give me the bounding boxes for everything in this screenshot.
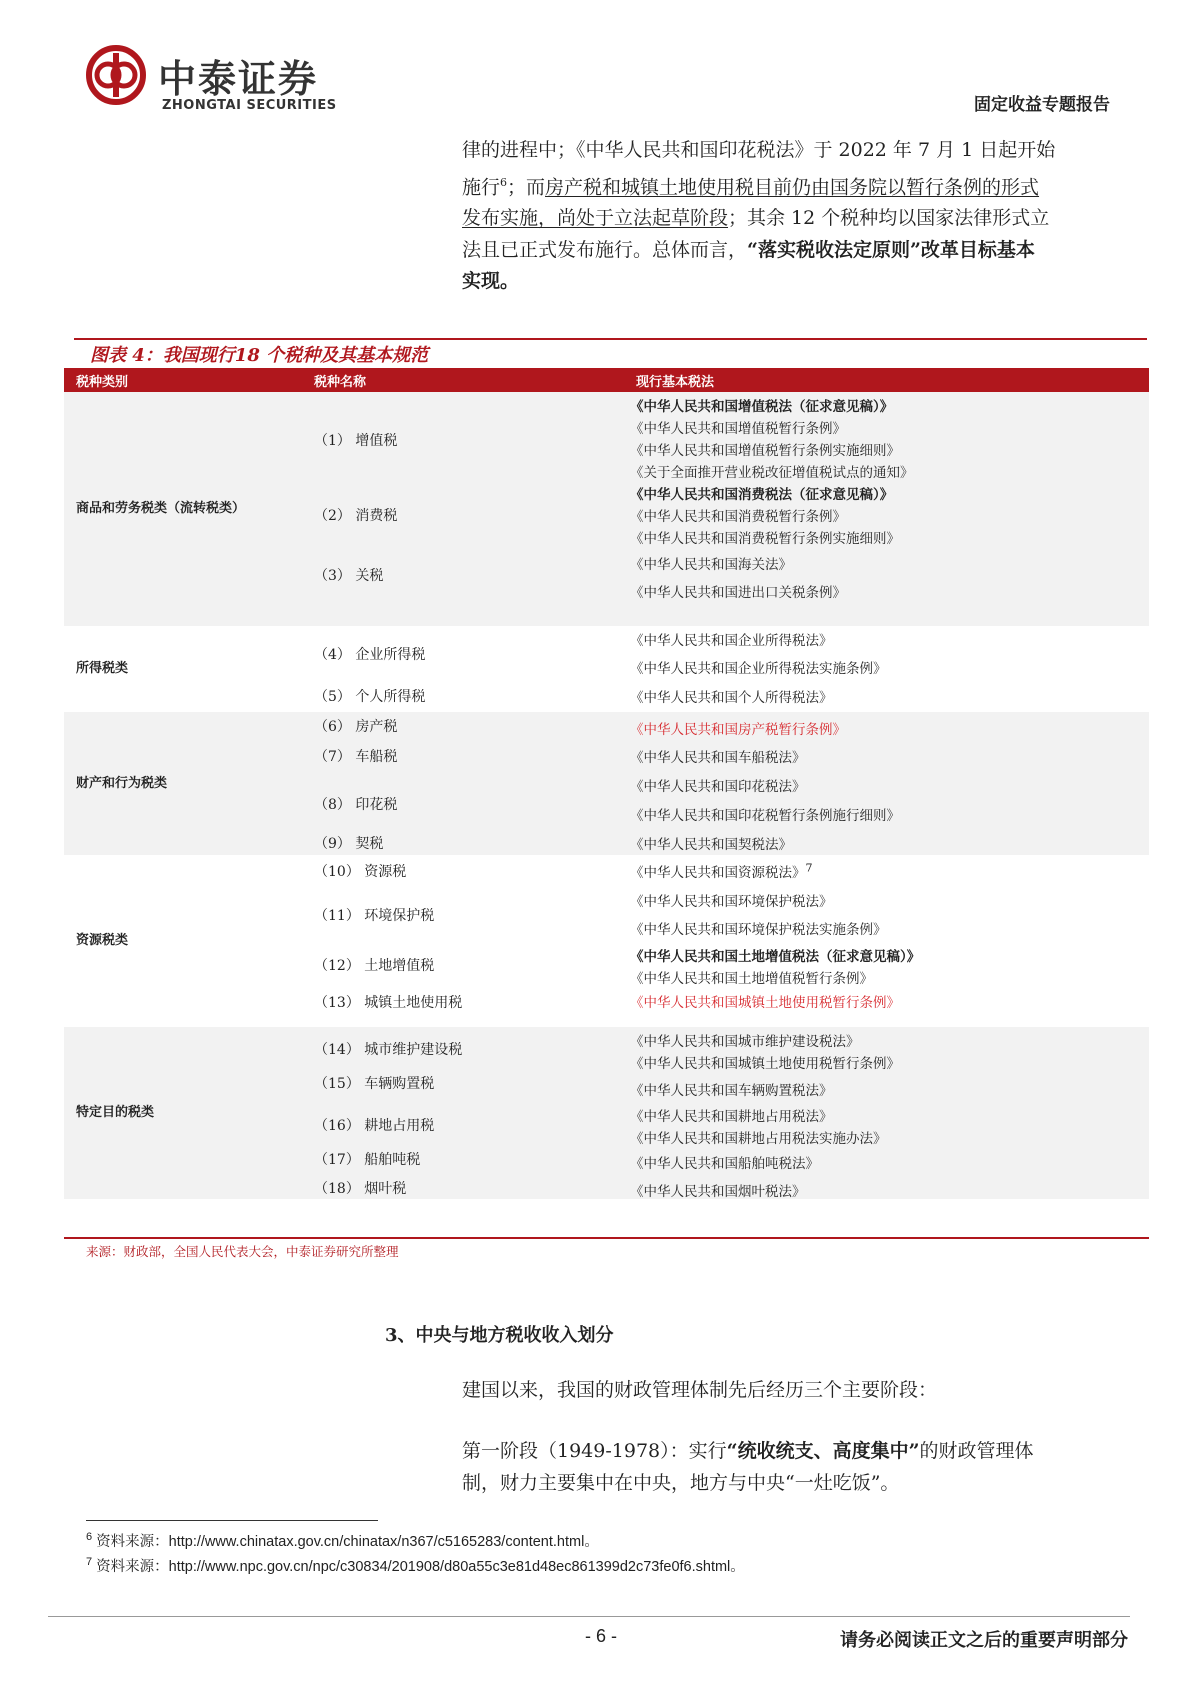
law-item: 《中华人民共和国印花税法》 — [630, 779, 806, 795]
table-row — [64, 855, 1149, 1027]
law-item: 《中华人民共和国消费税法（征求意见稿）》 — [630, 487, 894, 503]
law-item: 《中华人民共和国增值税暂行条例实施细则》 — [630, 443, 900, 459]
law-item: 《中华人民共和国城镇土地使用税暂行条例》 — [630, 1056, 900, 1072]
tax-name: （2） 消费税 — [314, 508, 398, 524]
category-cell: 所得税类 — [76, 661, 129, 676]
intro-line: 律的进程中；《中华人民共和国印花税法》于 2022 年 7 月 1 日起开始 — [462, 139, 1056, 161]
law-item: 《中华人民共和国企业所得税法实施条例》 — [630, 661, 887, 677]
tax-name-cell — [314, 1027, 624, 1199]
category-cell: 特定目的税类 — [64, 1027, 314, 1199]
law-item: 《中华人民共和国进出口关税条例》 — [630, 585, 846, 601]
tax-name: （14） 城市维护建设税 — [314, 1042, 463, 1058]
category-cell: 资源税类 — [76, 933, 129, 948]
law-item: 《中华人民共和国消费税暂行条例》 — [630, 509, 846, 525]
footnote-ref[interactable]: 7 — [805, 861, 813, 875]
law-cell — [624, 392, 1149, 626]
law-item: 《中华人民共和国耕地占用税法实施办法》 — [630, 1131, 887, 1147]
footer-disclaimer: 请务必阅读正文之后的重要声明部分 — [840, 1630, 1128, 1651]
law-cell — [624, 626, 1149, 712]
figure-title: 图表 4：我国现行18 个税种及其基本规范 — [90, 345, 429, 366]
tax-name: （12） 土地增值税 — [314, 958, 435, 974]
report-type: 固定收益专题报告 — [974, 95, 1110, 115]
table-row — [64, 626, 1149, 712]
intro-paragraph — [462, 135, 1128, 298]
law-cell — [624, 1027, 1149, 1199]
law-item: 《中华人民共和国环境保护税法实施条例》 — [630, 922, 887, 938]
tax-name: （10） 资源税 — [314, 864, 407, 880]
footnote-rule — [86, 1520, 378, 1521]
footnote: $^7$ 资料来源：http://www.npc.gov.cn/npc/c30834/201908/d80a55c3e81d48ec861399d2c73fe0f6.shtml。 — [86, 1556, 745, 1575]
page-number: - 6 - — [585, 1626, 618, 1646]
intro-line: 法且已正式发布施行。总体而言，“落实税收法定原则”改革目标基本 — [462, 238, 1035, 261]
intro-line: 施行$^6$；而房产税和城镇土地使用税目前仍由国务院以暂行条例的形式 — [462, 175, 1040, 198]
law-cell — [624, 855, 1149, 1027]
law-item: 《关于全面推开营业税改征增值税试点的通知》 — [630, 465, 914, 481]
law-item: 《中华人民共和国契税法》 — [630, 837, 792, 853]
law-item: 《中华人民共和国城市维护建设税法》 — [630, 1034, 860, 1050]
law-item: 《中华人民共和国房产税暂行条例》 — [630, 722, 846, 738]
tax-name: （7） 车船税 — [314, 749, 398, 765]
footnote-ref[interactable]: 6 — [500, 175, 508, 189]
table-row — [64, 392, 1149, 626]
law-item: 《中华人民共和国增值税法（征求意见稿）》 — [630, 399, 894, 415]
footnote: $^6$ 资料来源：http://www.chinatax.gov.cn/chinatax/n367/c5165283/content.html。 — [86, 1531, 599, 1550]
law-item: 《中华人民共和国车船税法》 — [630, 750, 806, 766]
section-paragraph: 第一阶段（1949-1978）：实行“统收统支、高度集中”的财政管理体 制，财力主要集中在中央，地方与中央“一灶吃饭”。 — [462, 1440, 1034, 1494]
section-heading: 3、中央与地方税收收入划分 — [385, 1325, 614, 1346]
tax-name: （3） 关税 — [314, 568, 384, 584]
tax-name: （8） 印花税 — [314, 797, 398, 813]
law-item: 《中华人民共和国土地增值税暂行条例》 — [630, 971, 873, 987]
tax-name: （17） 船舶吨税 — [314, 1152, 421, 1168]
col-header-tax-name: 税种名称 — [314, 368, 624, 392]
tax-name-cell — [314, 392, 624, 626]
category-cell: 商品和劳务税类（流转税类） — [64, 392, 314, 626]
tax-table — [64, 368, 1149, 1199]
law-item: 《中华人民共和国烟叶税法》 — [630, 1184, 806, 1200]
intro-line: 发布实施，尚处于立法起草阶段；其余 12 个税种均以国家法律形式立 — [462, 207, 1050, 230]
company-logo-icon — [86, 45, 146, 105]
law-item: 《中华人民共和国印花税暂行条例施行细则》 — [630, 808, 900, 824]
intro-line: 实现。 — [462, 270, 520, 293]
tax-name: （15） 车辆购置税 — [314, 1076, 435, 1092]
law-item: 《中华人民共和国增值税暂行条例》 — [630, 421, 846, 437]
company-name-cn: 中泰证券 — [158, 57, 319, 101]
company-name-en: ZHONGTAI SECURITIES — [162, 98, 337, 113]
law-item: 《中华人民共和国海关法》 — [630, 557, 792, 573]
law-item: 《中华人民共和国个人所得税法》 — [630, 690, 833, 706]
footnote-link[interactable]: http://www.npc.gov.cn/npc/c30834/201908/d80a55c3e81d48ec861399d2c73fe0f6.shtml。 — [168, 1559, 745, 1575]
tax-name: （5） 个人所得税 — [314, 689, 426, 705]
tax-name-cell — [314, 626, 624, 712]
tax-name-cell — [314, 855, 624, 1027]
law-item: 《中华人民共和国资源税法》$^7$ — [630, 861, 813, 881]
col-header-category: 税种类别 — [64, 368, 314, 392]
category-cell: 财产和行为税类 — [64, 712, 314, 855]
footer-rule — [48, 1616, 1130, 1617]
law-item: 《中华人民共和国消费税暂行条例实施细则》 — [630, 531, 900, 547]
tax-name: （4） 企业所得税 — [314, 647, 426, 663]
law-item: 《中华人民共和国车辆购置税法》 — [630, 1083, 833, 1099]
col-header-law: 现行基本税法 — [624, 368, 1149, 392]
tax-name: （1） 增值税 — [314, 433, 398, 449]
tax-name: （11） 环境保护税 — [314, 908, 435, 924]
law-item: 《中华人民共和国船舶吨税法》 — [630, 1156, 819, 1172]
tax-name: （9） 契税 — [314, 836, 384, 852]
footnote-link[interactable]: http://www.chinatax.gov.cn/chinatax/n367/c5165283/content.html。 — [168, 1534, 599, 1550]
table-row — [64, 712, 1149, 855]
law-item: 《中华人民共和国耕地占用税法》 — [630, 1109, 833, 1125]
law-item: 《中华人民共和国土地增值税法（征求意见稿）》 — [630, 949, 921, 965]
table-row — [64, 1027, 1149, 1199]
law-cell — [624, 712, 1149, 855]
tax-name: （13） 城镇土地使用税 — [314, 995, 463, 1011]
law-item: 《中华人民共和国环境保护税法》 — [630, 894, 833, 910]
section-paragraph: 建国以来，我国的财政管理体制先后经历三个主要阶段： — [462, 1379, 938, 1401]
law-item: 《中华人民共和国企业所得税法》 — [630, 633, 833, 649]
figure-top-rule — [74, 338, 1147, 340]
tax-name-cell — [314, 712, 624, 855]
table-header-row — [64, 368, 1149, 392]
figure-bottom-rule — [64, 1237, 1149, 1239]
tax-name: （6） 房产税 — [314, 719, 398, 735]
law-item: 《中华人民共和国城镇土地使用税暂行条例》 — [630, 995, 900, 1011]
figure-source: 来源：财政部，全国人民代表大会，中泰证券研究所整理 — [86, 1244, 399, 1259]
tax-name: （18） 烟叶税 — [314, 1181, 407, 1197]
tax-name: （16） 耕地占用税 — [314, 1118, 435, 1134]
